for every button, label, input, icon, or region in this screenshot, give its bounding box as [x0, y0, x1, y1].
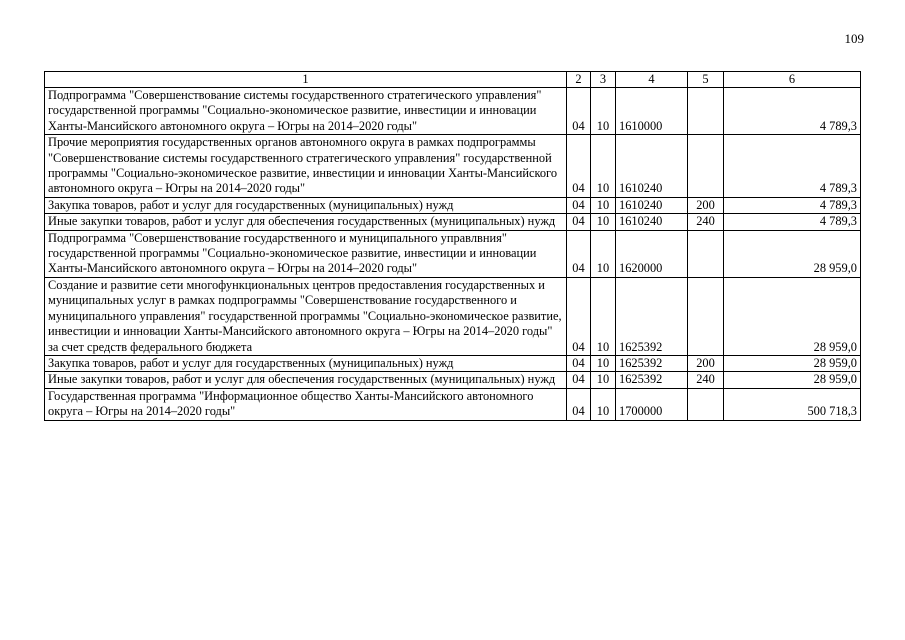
row-expense-type: [688, 388, 724, 420]
row-target-code: 1625392: [616, 277, 688, 355]
row-expense-type: 200: [688, 355, 724, 371]
table-row: [45, 230, 861, 277]
row-amount: 28 959,0: [724, 372, 861, 388]
row-subsection: 10: [591, 135, 616, 198]
row-target-code: 1625392: [616, 372, 688, 388]
row-amount: 28 959,0: [724, 355, 861, 371]
header-col-3: 3: [591, 72, 616, 88]
row-name: Подпрограмма "Совершенствование государственного и муниципального управлвния" государственной программы "Социально-экономическое развитие, инвестиции и инновации Ханты-Мансийского автономного округа – Югры на 2014–2020 годы": [45, 230, 567, 277]
row-amount: 28 959,0: [724, 277, 861, 355]
row-subsection: 10: [591, 355, 616, 371]
row-expense-type: [688, 135, 724, 198]
row-expense-type: [688, 277, 724, 355]
row-target-code: 1625392: [616, 355, 688, 371]
row-subsection: 10: [591, 388, 616, 420]
header-col-2: 2: [567, 72, 591, 88]
row-target-code: 1610240: [616, 197, 688, 213]
header-col-1: 1: [45, 72, 567, 88]
row-amount: 4 789,3: [724, 214, 861, 230]
table-row: [45, 135, 861, 198]
row-section: 04: [567, 230, 591, 277]
row-expense-type: [688, 230, 724, 277]
row-section: 04: [567, 214, 591, 230]
table-row: [45, 277, 861, 355]
table-row: [45, 388, 861, 420]
row-name: Подпрограмма "Совершенствование системы государственного стратегического управления" государственной программы "Социально-экономическое развитие, инвестиции и инновации Ханты-Мансийского автономного округа – Югры на 2014–2020 годы": [45, 88, 567, 135]
row-name: Иные закупки товаров, работ и услуг для обеспечения государственных (муниципальных) нужд: [45, 214, 567, 230]
row-amount: 500 718,3: [724, 388, 861, 420]
row-amount: 4 789,3: [724, 197, 861, 213]
row-section: 04: [567, 135, 591, 198]
row-section: 04: [567, 197, 591, 213]
row-name: Закупка товаров, работ и услуг для государственных (муниципальных) нужд: [45, 197, 567, 213]
row-subsection: 10: [591, 372, 616, 388]
row-subsection: 10: [591, 277, 616, 355]
row-name: Иные закупки товаров, работ и услуг для обеспечения государственных (муниципальных) нужд: [45, 372, 567, 388]
row-name: Прочие мероприятия государственных органов автономного округа в рамках подпрограммы "Совершенствование системы государственного стратегического управления" государственной программы "Социально-экономическое развитие, инвестиции и инновации Ханты-Мансийского автономного округа – Югры на 2014–2020 годы": [45, 135, 567, 198]
row-name: Государственная программа "Информационное общество Ханты-Мансийского автономного округа – Югры на 2014–2020 годы": [45, 388, 567, 420]
table-row: [45, 214, 861, 230]
table-row: [45, 355, 861, 371]
header-col-4: 4: [616, 72, 688, 88]
row-amount: 28 959,0: [724, 230, 861, 277]
page-number: 109: [844, 31, 864, 46]
table-row: [45, 197, 861, 213]
header-col-5: 5: [688, 72, 724, 88]
row-name: Закупка товаров, работ и услуг для государственных (муниципальных) нужд: [45, 355, 567, 371]
row-subsection: 10: [591, 230, 616, 277]
table-row: [45, 88, 861, 135]
row-target-code: 1610240: [616, 135, 688, 198]
header-col-6: 6: [724, 72, 861, 88]
header-row: [45, 72, 861, 88]
row-section: 04: [567, 372, 591, 388]
row-section: 04: [567, 277, 591, 355]
row-target-code: 1610000: [616, 88, 688, 135]
row-section: 04: [567, 355, 591, 371]
row-expense-type: 240: [688, 214, 724, 230]
row-target-code: 1700000: [616, 388, 688, 420]
row-name: Создание и развитие сети многофункциональных центров предоставления государственных и муниципальных услуг в рамках подпрограммы "Совершенствование государственного и муниципального управления" государственной программы "Социально-экономическое развитие, инвестиции и инновации Ханты-Мансийского автономного округа – Югры на 2014–2020 годы" за счет средств федерального бюджета: [45, 277, 567, 355]
row-amount: 4 789,3: [724, 135, 861, 198]
table-row: [45, 372, 861, 388]
row-expense-type: 200: [688, 197, 724, 213]
row-section: 04: [567, 388, 591, 420]
row-target-code: 1610240: [616, 214, 688, 230]
row-subsection: 10: [591, 88, 616, 135]
row-amount: 4 789,3: [724, 88, 861, 135]
row-subsection: 10: [591, 197, 616, 213]
budget-table: [44, 71, 861, 421]
row-section: 04: [567, 88, 591, 135]
row-target-code: 1620000: [616, 230, 688, 277]
row-subsection: 10: [591, 214, 616, 230]
row-expense-type: 240: [688, 372, 724, 388]
row-expense-type: [688, 88, 724, 135]
